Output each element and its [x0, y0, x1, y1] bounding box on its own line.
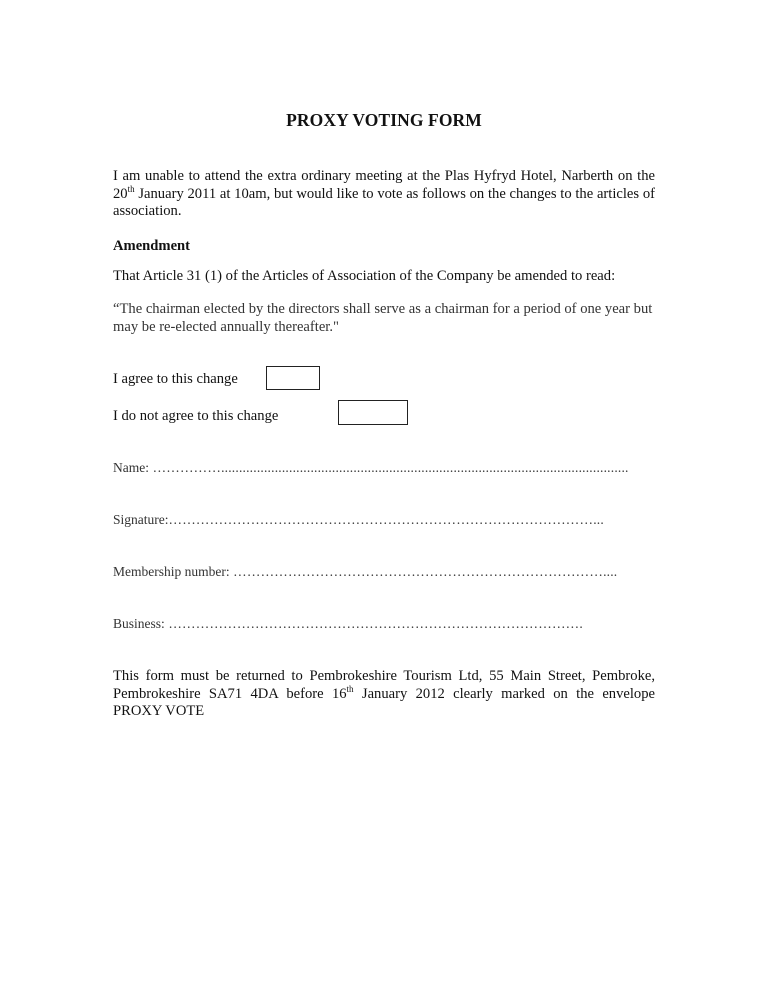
- name-label: Name:: [113, 460, 149, 475]
- name-field[interactable]: [113, 460, 658, 476]
- business-field[interactable]: [113, 616, 658, 632]
- signature-field[interactable]: [113, 512, 658, 528]
- disagree-label: I do not agree to this change: [113, 408, 279, 424]
- return-instructions: [113, 668, 655, 721]
- intro-text-start: I am unable to attend the extra ordinary meeting at the Plas Hyfryd Hotel, Narberth on the 20: [113, 168, 655, 202]
- intro-paragraph: [113, 168, 655, 221]
- membership-number-field[interactable]: [113, 564, 658, 580]
- return-superscript: th: [346, 683, 354, 694]
- membership-dotted-line: ………………………………………………………………………....: [229, 564, 618, 579]
- signature-label: Signature:: [113, 512, 169, 527]
- agree-label: I agree to this change: [113, 371, 238, 387]
- membership-number-label: Membership number:: [113, 564, 230, 579]
- article-statement: That Article 31 (1) of the Articles of Association of the Company be amended to read:: [113, 268, 616, 284]
- form-title: PROXY VOTING FORM: [286, 110, 482, 130]
- return-text-start: This form must be returned to Pembrokeshire Tourism Ltd, 55 Main Street, Pembroke, Pembrokeshire SA71 4DA before 16: [113, 668, 655, 702]
- amendment-quote: “The chairman elected by the directors shall serve as a chairman for a period of one year but may be re-elected annually thereafter.": [113, 301, 653, 335]
- return-text-end: January 2012 clearly marked on the envelope PROXY VOTE: [113, 685, 655, 719]
- business-label: Business:: [113, 616, 165, 631]
- amendment-heading: Amendment: [113, 238, 191, 254]
- signature-dotted-line: …………………………………………………………………………………...: [168, 512, 604, 527]
- disagree-checkbox[interactable]: [338, 400, 408, 425]
- name-dotted-line: ……………..................................................................................................................: [149, 460, 629, 475]
- business-dotted-line: ……………………………………………………………………………….: [164, 616, 583, 631]
- intro-superscript: th: [127, 183, 135, 194]
- intro-text-end: January 2011 at 10am, but would like to vote as follows on the changes to the articles of association.: [113, 185, 655, 219]
- agree-checkbox[interactable]: [266, 366, 320, 390]
